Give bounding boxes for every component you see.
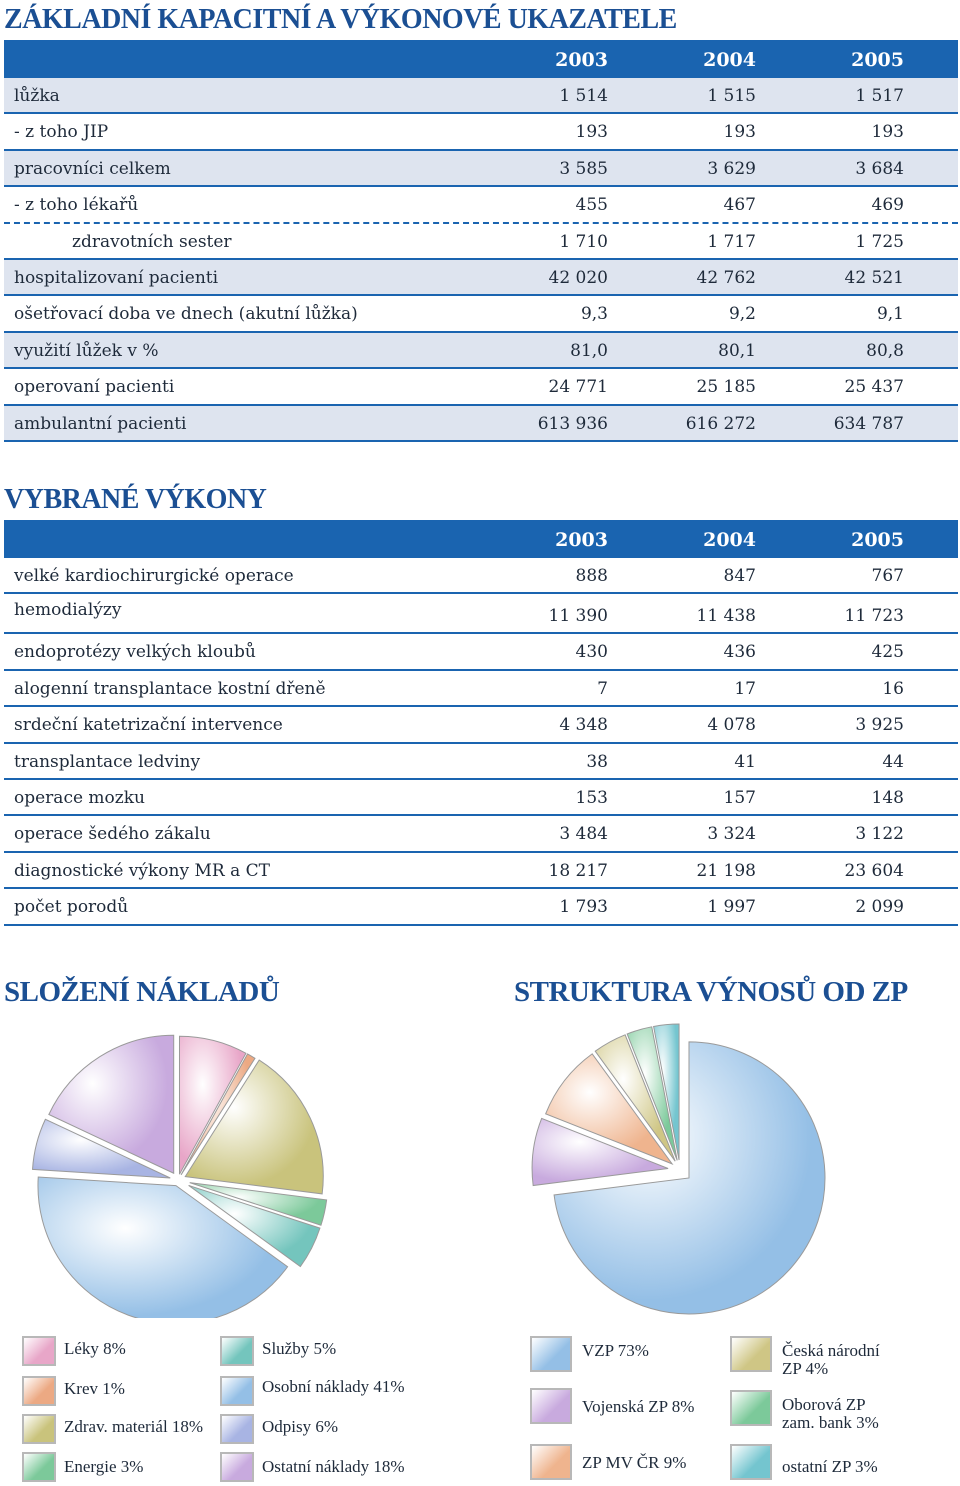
cell-value: 11 723 <box>844 606 904 627</box>
cell-value: 4 078 <box>707 715 756 736</box>
row-label: velké kardiochirurgické operace <box>14 566 294 586</box>
row-label: operovaní pacienti <box>14 377 175 398</box>
table-row <box>4 780 958 816</box>
cell-value: 9,3 <box>580 304 608 325</box>
costs-pie-chart <box>0 1018 340 1318</box>
cell-value: 42 020 <box>548 267 608 288</box>
table-row <box>4 296 958 332</box>
cell-value: 1 725 <box>855 231 904 252</box>
cell-value: 888 <box>575 566 608 586</box>
cell-value: 634 787 <box>833 413 904 434</box>
table-header <box>4 520 958 558</box>
cell-value: 3 585 <box>559 158 608 179</box>
legend-label: ostatní ZP 3% <box>782 1457 878 1476</box>
legend-label: Ostatní náklady 18% <box>262 1457 405 1476</box>
table-row <box>4 187 958 223</box>
costs-chart-title: SLOŽENÍ NÁKLADŮ <box>4 976 280 1008</box>
legend-label <box>782 1342 880 1378</box>
legend-label: Služby 5% <box>262 1339 337 1358</box>
table-row <box>4 889 958 925</box>
table-row <box>4 369 958 405</box>
legend-label-line: Česká národní <box>782 1341 880 1360</box>
cell-value: 1 515 <box>707 86 756 106</box>
legend-swatch <box>530 1336 572 1372</box>
legend-label: Zdrav. materiál 18% <box>64 1417 204 1436</box>
table-row <box>4 224 958 260</box>
cell-value: 3 629 <box>707 158 756 179</box>
table-header <box>4 40 958 78</box>
cell-value: 80,8 <box>866 340 904 361</box>
procedures-table <box>4 520 958 926</box>
legend-swatch <box>730 1444 772 1480</box>
row-label: diagnostické výkony MR a CT <box>14 860 270 881</box>
legend-swatch <box>22 1452 56 1482</box>
cell-value: 17 <box>734 678 756 699</box>
legend-label: Krev 1% <box>64 1379 125 1398</box>
table-row <box>4 707 958 743</box>
legend-label: Léky 8% <box>64 1339 126 1358</box>
cell-value: 455 <box>575 195 608 216</box>
cell-value: 157 <box>723 787 756 808</box>
table-row <box>4 634 958 670</box>
cell-value: 847 <box>723 566 756 586</box>
cell-value: 9,2 <box>728 304 756 325</box>
cell-value: 18 217 <box>548 860 608 881</box>
cell-value: 1 514 <box>559 86 608 106</box>
table-row <box>4 558 958 594</box>
table-row <box>4 853 958 889</box>
row-label: hemodialýzy <box>14 600 122 621</box>
legend-label: Vojenská ZP 8% <box>582 1397 695 1416</box>
row-label: operace mozku <box>14 787 145 808</box>
legend-label-line: Oborová ZP <box>782 1395 866 1414</box>
row-label: operace šedého zákalu <box>14 824 211 845</box>
legend-swatch <box>220 1414 254 1444</box>
legend-swatch <box>530 1444 572 1480</box>
table-row <box>4 260 958 296</box>
cell-value: 44 <box>882 751 904 772</box>
cell-value: 1 717 <box>707 231 756 252</box>
row-label: lůžka <box>14 86 60 106</box>
table-row <box>4 594 958 634</box>
year-header: 2003 <box>555 529 608 551</box>
legend-label: Osobní náklady 41% <box>262 1377 405 1396</box>
cell-value: 1 997 <box>707 897 756 918</box>
cell-value: 1 793 <box>559 897 608 918</box>
row-label: pracovníci celkem <box>14 158 171 179</box>
cell-value: 41 <box>734 751 756 772</box>
row-label: srdeční katetrizační intervence <box>14 715 283 736</box>
cell-value: 616 272 <box>685 413 756 434</box>
row-label: - z toho lékařů <box>14 195 139 216</box>
section-title-capacity: ZÁKLADNÍ KAPACITNÍ A VÝKONOVÉ UKAZATELE <box>4 4 677 35</box>
legend-swatch <box>530 1388 572 1424</box>
cell-value: 42 521 <box>844 267 904 288</box>
cell-value: 3 684 <box>855 158 904 179</box>
cell-value: 1 710 <box>559 231 608 252</box>
cell-value: 193 <box>575 122 608 143</box>
legend-swatch <box>22 1336 56 1366</box>
cell-value: 3 324 <box>707 824 756 845</box>
cell-value: 4 348 <box>559 715 608 736</box>
cell-value: 3 484 <box>559 824 608 845</box>
cell-value: 38 <box>586 751 608 772</box>
cell-value: 3 925 <box>855 715 904 736</box>
row-label: endoprotézy velkých kloubů <box>14 642 256 663</box>
table-row <box>4 78 958 114</box>
cell-value: 467 <box>723 195 756 216</box>
row-label: počet porodů <box>14 897 129 918</box>
cell-value: 148 <box>871 787 904 808</box>
revenue-chart-title: STRUKTURA VÝNOSŮ OD ZP <box>514 976 908 1008</box>
legend-label-line: zam. bank 3% <box>782 1413 879 1432</box>
cell-value: 25 185 <box>696 377 756 398</box>
revenue-pie-chart <box>508 1018 960 1318</box>
row-label: transplantace ledviny <box>14 751 201 772</box>
cell-value: 81,0 <box>570 340 608 361</box>
row-label: ošetřovací doba ve dnech (akutní lůžka) <box>14 304 358 325</box>
legend-swatch <box>730 1336 772 1372</box>
year-header: 2004 <box>703 529 756 551</box>
section-title-procedures: VYBRANÉ VÝKONY <box>4 484 267 515</box>
cell-value: 153 <box>575 787 608 808</box>
cell-value: 425 <box>871 642 904 663</box>
cell-value: 2 099 <box>855 897 904 918</box>
table-row <box>4 816 958 852</box>
row-label: zdravotních sester <box>72 231 232 252</box>
cell-value: 9,1 <box>876 304 904 325</box>
table-row <box>4 151 958 187</box>
legend-label: ZP MV ČR 9% <box>582 1453 687 1472</box>
row-label: hospitalizovaní pacienti <box>14 267 219 288</box>
row-label: - z toho JIP <box>14 122 109 143</box>
cell-value: 1 517 <box>855 86 904 106</box>
table-row <box>4 333 958 369</box>
legend-label: Energie 3% <box>64 1457 144 1476</box>
cell-value: 767 <box>871 566 904 586</box>
cell-value: 23 604 <box>844 860 904 881</box>
legend-swatch <box>730 1390 772 1426</box>
legend-swatch <box>220 1376 254 1406</box>
cell-value: 24 771 <box>548 377 608 398</box>
cell-value: 16 <box>882 678 904 699</box>
capacity-table <box>4 40 958 442</box>
cell-value: 430 <box>575 642 608 663</box>
cell-value: 193 <box>723 122 756 143</box>
cell-value: 25 437 <box>844 377 904 398</box>
cell-value: 42 762 <box>696 267 756 288</box>
table-row <box>4 406 958 442</box>
legend-swatch <box>220 1336 254 1366</box>
cell-value: 21 198 <box>696 860 756 881</box>
cell-value: 3 122 <box>855 824 904 845</box>
row-label: alogenní transplantace kostní dřeně <box>14 678 326 699</box>
cell-value: 469 <box>871 195 904 216</box>
cell-value: 613 936 <box>537 413 608 434</box>
legend-label <box>782 1396 879 1432</box>
table-row <box>4 114 958 150</box>
cell-value: 436 <box>723 642 756 663</box>
table-row <box>4 744 958 780</box>
legend-label: Odpisy 6% <box>262 1417 339 1436</box>
legend-label: VZP 73% <box>582 1341 649 1360</box>
legend-swatch <box>220 1452 254 1482</box>
cell-value: 7 <box>597 678 608 699</box>
cell-value: 11 390 <box>548 606 608 627</box>
cell-value: 11 438 <box>696 606 756 627</box>
year-header: 2005 <box>851 49 904 71</box>
cell-value: 193 <box>871 122 904 143</box>
year-header: 2004 <box>703 49 756 71</box>
cell-value: 80,1 <box>718 340 756 361</box>
legend-swatch <box>22 1376 56 1406</box>
legend-swatch <box>22 1414 56 1444</box>
legend-label-line: ZP 4% <box>782 1359 829 1378</box>
row-label: ambulantní pacienti <box>14 413 187 434</box>
year-header: 2005 <box>851 529 904 551</box>
row-label: využití lůžek v % <box>14 340 159 361</box>
year-header: 2003 <box>555 49 608 71</box>
table-row <box>4 671 958 707</box>
